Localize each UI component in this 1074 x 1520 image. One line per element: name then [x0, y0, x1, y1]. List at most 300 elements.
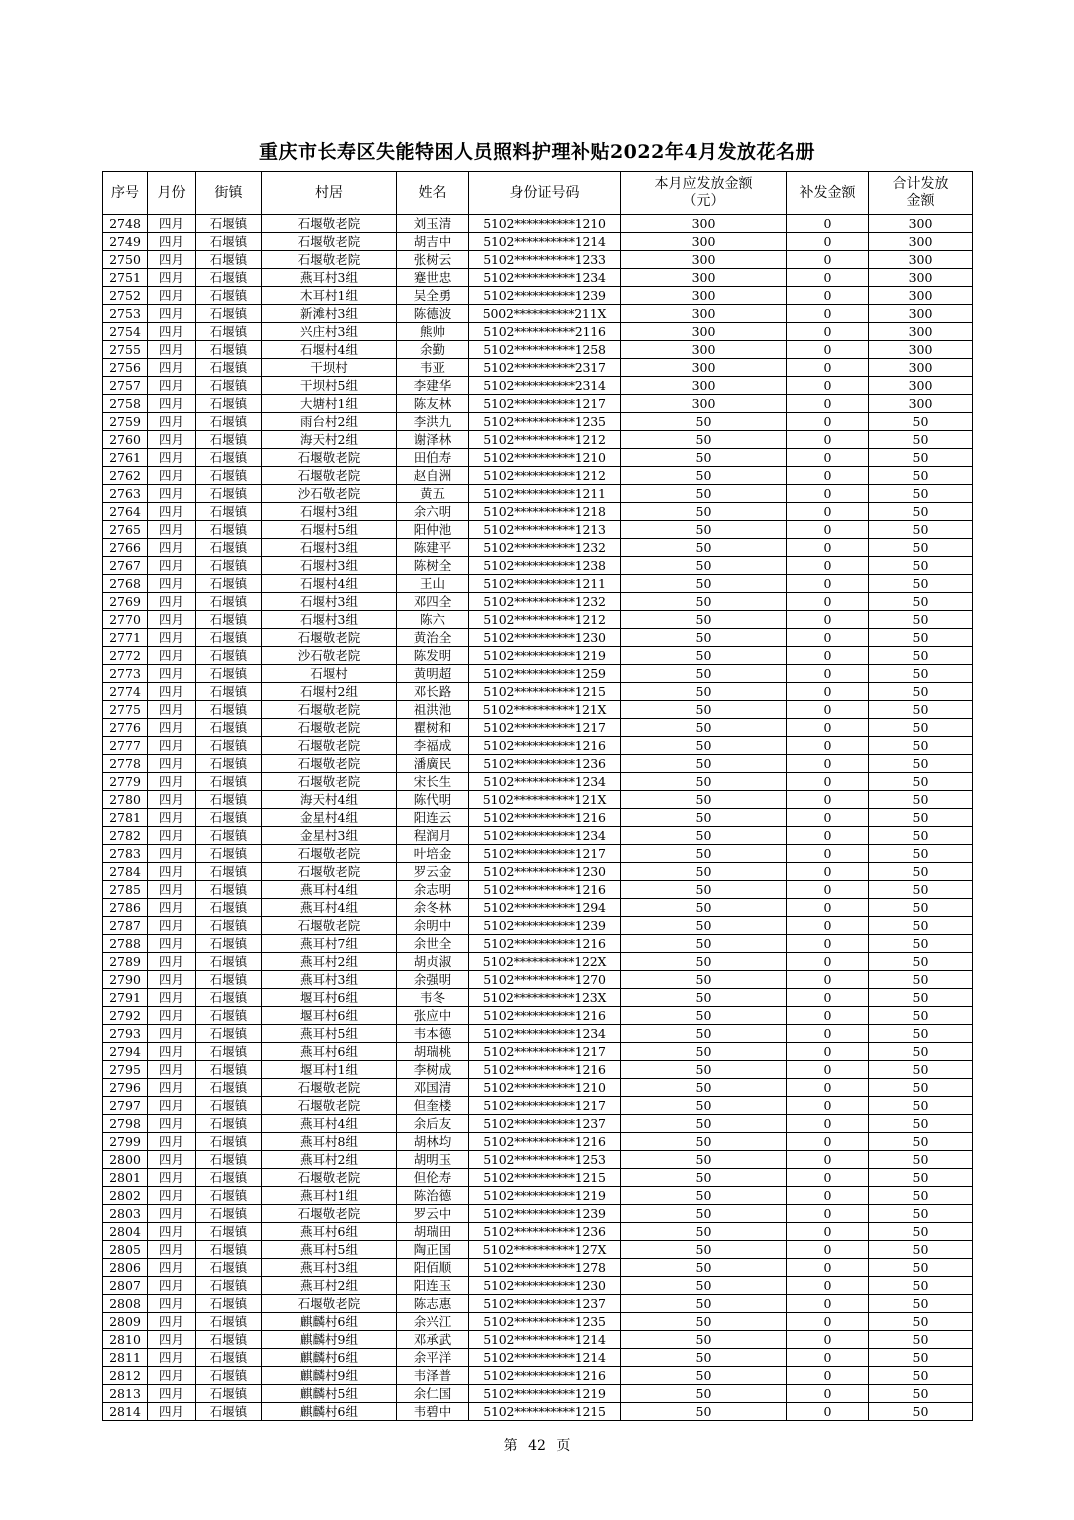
cell-name: 瞿树和: [397, 719, 469, 737]
table-row: [103, 251, 973, 269]
cell-seq: 2813: [103, 1385, 148, 1403]
cell-month: 四月: [148, 575, 196, 593]
cell-supplement: 0: [787, 791, 869, 809]
cell-name: 余世全: [397, 935, 469, 953]
cell-month: 四月: [148, 1331, 196, 1349]
cell-due-amount: 50: [621, 593, 787, 611]
cell-due-amount: 50: [621, 701, 787, 719]
cell-month: 四月: [148, 953, 196, 971]
cell-town: 石堰镇: [196, 575, 262, 593]
cell-town: 石堰镇: [196, 1115, 262, 1133]
cell-due-amount: 50: [621, 1295, 787, 1313]
cell-name: 余明中: [397, 917, 469, 935]
cell-supplement: 0: [787, 1223, 869, 1241]
cell-id: 5002**********211X: [469, 305, 621, 323]
cell-village: 堰耳村6组: [262, 1007, 397, 1025]
table-row: [103, 1223, 973, 1241]
table-row: [103, 467, 973, 485]
cell-month: 四月: [148, 845, 196, 863]
cell-name: 李建华: [397, 377, 469, 395]
cell-village: 麒麟村9组: [262, 1367, 397, 1385]
cell-seq: 2791: [103, 989, 148, 1007]
cell-id: 5102**********1216: [469, 1007, 621, 1025]
table-row: [103, 1385, 973, 1403]
table-row: [103, 521, 973, 539]
table-row: [103, 665, 973, 683]
cell-village: 麒麟村6组: [262, 1349, 397, 1367]
cell-total: 50: [869, 413, 973, 431]
cell-town: 石堰镇: [196, 449, 262, 467]
cell-month: 四月: [148, 521, 196, 539]
cell-town: 石堰镇: [196, 413, 262, 431]
cell-month: 四月: [148, 1205, 196, 1223]
cell-village: 石堰村2组: [262, 683, 397, 701]
cell-name: 胡瑞田: [397, 1223, 469, 1241]
cell-supplement: 0: [787, 1115, 869, 1133]
cell-total: 50: [869, 431, 973, 449]
cell-id: 5102**********1210: [469, 1079, 621, 1097]
cell-supplement: 0: [787, 755, 869, 773]
cell-village: 石堰敬老院: [262, 773, 397, 791]
cell-name: 阳连云: [397, 809, 469, 827]
table-row: [103, 1367, 973, 1385]
header-total-line2: 金额: [906, 193, 935, 209]
cell-supplement: 0: [787, 1313, 869, 1331]
cell-supplement: 0: [787, 251, 869, 269]
cell-village: 燕耳村2组: [262, 1151, 397, 1169]
cell-town: 石堰镇: [196, 629, 262, 647]
cell-month: 四月: [148, 1313, 196, 1331]
cell-village: 金星村3组: [262, 827, 397, 845]
cell-due-amount: 50: [621, 899, 787, 917]
cell-seq: 2763: [103, 485, 148, 503]
cell-id: 5102**********1232: [469, 539, 621, 557]
cell-village: 干坝村: [262, 359, 397, 377]
cell-supplement: 0: [787, 971, 869, 989]
cell-supplement: 0: [787, 1025, 869, 1043]
cell-village: 石堰敬老院: [262, 701, 397, 719]
cell-total: 50: [869, 1205, 973, 1223]
cell-due-amount: 300: [621, 269, 787, 287]
cell-seq: 2783: [103, 845, 148, 863]
cell-id: 5102**********1216: [469, 1367, 621, 1385]
cell-id: 5102**********1218: [469, 503, 621, 521]
cell-id: 5102**********1230: [469, 1277, 621, 1295]
cell-village: 雨台村2组: [262, 413, 397, 431]
table-row: [103, 1259, 973, 1277]
cell-month: 四月: [148, 791, 196, 809]
cell-supplement: 0: [787, 215, 869, 233]
cell-id: 5102**********1217: [469, 719, 621, 737]
cell-month: 四月: [148, 1259, 196, 1277]
cell-supplement: 0: [787, 1259, 869, 1277]
cell-seq: 2797: [103, 1097, 148, 1115]
cell-due-amount: 50: [621, 755, 787, 773]
cell-due-amount: 50: [621, 539, 787, 557]
table-header: [103, 172, 973, 215]
table-row: [103, 1205, 973, 1223]
cell-name: 李福成: [397, 737, 469, 755]
cell-month: 四月: [148, 629, 196, 647]
cell-town: 石堰镇: [196, 719, 262, 737]
cell-due-amount: 300: [621, 215, 787, 233]
cell-name: 阳佰顺: [397, 1259, 469, 1277]
cell-id: 5102**********1211: [469, 485, 621, 503]
cell-supplement: 0: [787, 449, 869, 467]
cell-month: 四月: [148, 467, 196, 485]
cell-supplement: 0: [787, 431, 869, 449]
cell-supplement: 0: [787, 683, 869, 701]
cell-total: 50: [869, 593, 973, 611]
table-row: [103, 701, 973, 719]
cell-seq: 2765: [103, 521, 148, 539]
cell-id: 5102**********1234: [469, 827, 621, 845]
cell-supplement: 0: [787, 773, 869, 791]
cell-village: 燕耳村2组: [262, 1277, 397, 1295]
table-row: [103, 953, 973, 971]
cell-total: 50: [869, 845, 973, 863]
cell-seq: 2786: [103, 899, 148, 917]
cell-name: 胡明玉: [397, 1151, 469, 1169]
cell-village: 石堰敬老院: [262, 1205, 397, 1223]
cell-seq: 2754: [103, 323, 148, 341]
cell-total: 50: [869, 989, 973, 1007]
cell-village: 新滩村3组: [262, 305, 397, 323]
table-row: [103, 413, 973, 431]
cell-supplement: 0: [787, 1367, 869, 1385]
cell-seq: 2795: [103, 1061, 148, 1079]
cell-name: 刘玉清: [397, 215, 469, 233]
cell-id: 5102**********1214: [469, 1349, 621, 1367]
header-village: 村居: [262, 172, 397, 215]
cell-seq: 2773: [103, 665, 148, 683]
cell-id: 5102**********1278: [469, 1259, 621, 1277]
cell-month: 四月: [148, 701, 196, 719]
cell-seq: 2778: [103, 755, 148, 773]
cell-due-amount: 50: [621, 467, 787, 485]
cell-village: 燕耳村5组: [262, 1025, 397, 1043]
header-due-amount: [621, 172, 787, 215]
cell-town: 石堰镇: [196, 1259, 262, 1277]
cell-town: 石堰镇: [196, 1097, 262, 1115]
cell-name: 蹇世忠: [397, 269, 469, 287]
cell-seq: 2762: [103, 467, 148, 485]
cell-town: 石堰镇: [196, 503, 262, 521]
cell-village: 石堰敬老院: [262, 917, 397, 935]
cell-id: 5102**********1212: [469, 467, 621, 485]
table-row: [103, 1277, 973, 1295]
cell-id: 5102**********1237: [469, 1295, 621, 1313]
cell-id: 5102**********1238: [469, 557, 621, 575]
cell-id: 5102**********1217: [469, 1043, 621, 1061]
cell-total: 50: [869, 917, 973, 935]
table-row: [103, 1331, 973, 1349]
cell-village: 石堰村5组: [262, 521, 397, 539]
cell-total: 50: [869, 1313, 973, 1331]
cell-month: 四月: [148, 1043, 196, 1061]
cell-village: 麒麟村6组: [262, 1403, 397, 1421]
cell-total: 50: [869, 791, 973, 809]
cell-month: 四月: [148, 899, 196, 917]
cell-town: 石堰镇: [196, 881, 262, 899]
cell-name: 但伦寿: [397, 1169, 469, 1187]
cell-village: 石堰敬老院: [262, 719, 397, 737]
cell-supplement: 0: [787, 395, 869, 413]
cell-id: 5102**********1217: [469, 845, 621, 863]
cell-due-amount: 50: [621, 1007, 787, 1025]
cell-name: 阳仲池: [397, 521, 469, 539]
cell-due-amount: 50: [621, 935, 787, 953]
cell-town: 石堰镇: [196, 935, 262, 953]
cell-supplement: 0: [787, 593, 869, 611]
cell-seq: 2771: [103, 629, 148, 647]
cell-supplement: 0: [787, 485, 869, 503]
cell-total: 50: [869, 467, 973, 485]
cell-town: 石堰镇: [196, 485, 262, 503]
cell-due-amount: 50: [621, 665, 787, 683]
cell-village: 燕耳村1组: [262, 1187, 397, 1205]
cell-supplement: 0: [787, 1295, 869, 1313]
cell-supplement: 0: [787, 1007, 869, 1025]
cell-name: 陈建平: [397, 539, 469, 557]
cell-month: 四月: [148, 305, 196, 323]
table-row: [103, 827, 973, 845]
cell-total: 50: [869, 683, 973, 701]
cell-due-amount: 300: [621, 359, 787, 377]
cell-total: 50: [869, 647, 973, 665]
cell-village: 海天村2组: [262, 431, 397, 449]
cell-total: 50: [869, 485, 973, 503]
cell-total: 50: [869, 503, 973, 521]
cell-month: 四月: [148, 809, 196, 827]
cell-name: 陈治德: [397, 1187, 469, 1205]
cell-due-amount: 50: [621, 1277, 787, 1295]
cell-id: 5102**********1212: [469, 431, 621, 449]
cell-total: 50: [869, 863, 973, 881]
table-row: [103, 359, 973, 377]
cell-id: 5102**********1211: [469, 575, 621, 593]
cell-village: 燕耳村6组: [262, 1043, 397, 1061]
table-row: [103, 1295, 973, 1313]
cell-total: 50: [869, 1133, 973, 1151]
cell-total: 300: [869, 269, 973, 287]
cell-village: 麒麟村9组: [262, 1331, 397, 1349]
cell-due-amount: 50: [621, 719, 787, 737]
table-row: [103, 341, 973, 359]
cell-id: 5102**********1239: [469, 1205, 621, 1223]
cell-supplement: 0: [787, 1349, 869, 1367]
cell-id: 5102**********1214: [469, 1331, 621, 1349]
cell-village: 石堰村3组: [262, 611, 397, 629]
cell-supplement: 0: [787, 917, 869, 935]
cell-seq: 2801: [103, 1169, 148, 1187]
cell-town: 石堰镇: [196, 701, 262, 719]
table-row: [103, 269, 973, 287]
cell-total: 50: [869, 899, 973, 917]
cell-due-amount: 50: [621, 413, 787, 431]
cell-total: 50: [869, 809, 973, 827]
cell-total: 50: [869, 953, 973, 971]
cell-name: 陶正国: [397, 1241, 469, 1259]
cell-village: 燕耳村6组: [262, 1223, 397, 1241]
cell-month: 四月: [148, 1133, 196, 1151]
cell-town: 石堰镇: [196, 1313, 262, 1331]
cell-total: 50: [869, 1277, 973, 1295]
cell-town: 石堰镇: [196, 1385, 262, 1403]
cell-village: 燕耳村2组: [262, 953, 397, 971]
cell-supplement: 0: [787, 863, 869, 881]
cell-name: 韦碧中: [397, 1403, 469, 1421]
cell-supplement: 0: [787, 845, 869, 863]
cell-supplement: 0: [787, 701, 869, 719]
cell-seq: 2803: [103, 1205, 148, 1223]
cell-month: 四月: [148, 593, 196, 611]
table-row: [103, 629, 973, 647]
cell-name: 吴全勇: [397, 287, 469, 305]
cell-id: 5102**********1217: [469, 1097, 621, 1115]
table-row: [103, 881, 973, 899]
cell-due-amount: 50: [621, 791, 787, 809]
cell-total: 300: [869, 377, 973, 395]
header-due-line2: （元）: [682, 193, 725, 209]
cell-village: 石堰敬老院: [262, 1295, 397, 1313]
cell-seq: 2779: [103, 773, 148, 791]
cell-month: 四月: [148, 1367, 196, 1385]
cell-village: 石堰村4组: [262, 341, 397, 359]
cell-due-amount: 50: [621, 1115, 787, 1133]
cell-seq: 2811: [103, 1349, 148, 1367]
cell-supplement: 0: [787, 1151, 869, 1169]
header-due-line1: 本月应发放金额: [654, 176, 753, 192]
cell-supplement: 0: [787, 323, 869, 341]
cell-town: 石堰镇: [196, 1133, 262, 1151]
cell-due-amount: 50: [621, 449, 787, 467]
cell-total: 50: [869, 1169, 973, 1187]
cell-village: 燕耳村8组: [262, 1133, 397, 1151]
cell-village: 石堰敬老院: [262, 737, 397, 755]
cell-id: 5102**********2317: [469, 359, 621, 377]
cell-town: 石堰镇: [196, 1151, 262, 1169]
cell-due-amount: 50: [621, 431, 787, 449]
cell-month: 四月: [148, 773, 196, 791]
cell-month: 四月: [148, 1061, 196, 1079]
cell-town: 石堰镇: [196, 359, 262, 377]
cell-id: 5102**********1219: [469, 647, 621, 665]
cell-due-amount: 50: [621, 1061, 787, 1079]
cell-id: 5102**********1215: [469, 1169, 621, 1187]
cell-town: 石堰镇: [196, 233, 262, 251]
cell-total: 50: [869, 1061, 973, 1079]
cell-month: 四月: [148, 485, 196, 503]
cell-town: 石堰镇: [196, 737, 262, 755]
cell-id: 5102**********1210: [469, 449, 621, 467]
cell-town: 石堰镇: [196, 611, 262, 629]
cell-id: 5102**********1235: [469, 1313, 621, 1331]
cell-village: 干坝村5组: [262, 377, 397, 395]
cell-supplement: 0: [787, 1277, 869, 1295]
cell-supplement: 0: [787, 269, 869, 287]
cell-id: 5102**********1234: [469, 1025, 621, 1043]
cell-id: 5102**********1212: [469, 611, 621, 629]
cell-due-amount: 300: [621, 395, 787, 413]
cell-seq: 2787: [103, 917, 148, 935]
table-row: [103, 737, 973, 755]
cell-due-amount: 300: [621, 377, 787, 395]
cell-total: 50: [869, 701, 973, 719]
table-row: [103, 791, 973, 809]
cell-id: 5102**********1236: [469, 755, 621, 773]
cell-due-amount: 50: [621, 629, 787, 647]
cell-town: 石堰镇: [196, 1043, 262, 1061]
cell-seq: 2799: [103, 1133, 148, 1151]
cell-total: 50: [869, 755, 973, 773]
cell-total: 50: [869, 881, 973, 899]
cell-name: 邓国清: [397, 1079, 469, 1097]
cell-total: 50: [869, 935, 973, 953]
table-row: [103, 755, 973, 773]
cell-name: 罗云中: [397, 1205, 469, 1223]
cell-seq: 2759: [103, 413, 148, 431]
cell-due-amount: 50: [621, 827, 787, 845]
cell-seq: 2752: [103, 287, 148, 305]
cell-town: 石堰镇: [196, 305, 262, 323]
cell-seq: 2769: [103, 593, 148, 611]
header-id: 身份证号码: [469, 172, 621, 215]
cell-id: 5102**********121X: [469, 701, 621, 719]
cell-due-amount: 50: [621, 1025, 787, 1043]
cell-village: 石堰敬老院: [262, 863, 397, 881]
cell-supplement: 0: [787, 233, 869, 251]
cell-name: 邓四全: [397, 593, 469, 611]
cell-total: 50: [869, 1079, 973, 1097]
cell-id: 5102**********1217: [469, 395, 621, 413]
cell-due-amount: 50: [621, 953, 787, 971]
cell-supplement: 0: [787, 1205, 869, 1223]
cell-month: 四月: [148, 1169, 196, 1187]
cell-id: 5102**********1219: [469, 1187, 621, 1205]
cell-town: 石堰镇: [196, 557, 262, 575]
cell-id: 5102**********1239: [469, 917, 621, 935]
cell-town: 石堰镇: [196, 521, 262, 539]
table-row: [103, 1115, 973, 1133]
cell-month: 四月: [148, 737, 196, 755]
cell-village: 石堰村3组: [262, 503, 397, 521]
cell-month: 四月: [148, 1223, 196, 1241]
cell-month: 四月: [148, 557, 196, 575]
cell-id: 5102**********1215: [469, 1403, 621, 1421]
cell-name: 潘廣民: [397, 755, 469, 773]
cell-due-amount: 300: [621, 341, 787, 359]
cell-month: 四月: [148, 989, 196, 1007]
roster-table: [102, 171, 973, 1421]
cell-supplement: 0: [787, 1385, 869, 1403]
header-name: 姓名: [397, 172, 469, 215]
table-row: [103, 215, 973, 233]
cell-due-amount: 50: [621, 917, 787, 935]
cell-village: 燕耳村4组: [262, 899, 397, 917]
cell-month: 四月: [148, 449, 196, 467]
cell-seq: 2788: [103, 935, 148, 953]
cell-town: 石堰镇: [196, 287, 262, 305]
cell-seq: 2805: [103, 1241, 148, 1259]
cell-village: 大塘村1组: [262, 395, 397, 413]
cell-town: 石堰镇: [196, 1061, 262, 1079]
cell-seq: 2794: [103, 1043, 148, 1061]
cell-due-amount: 300: [621, 287, 787, 305]
table-row: [103, 449, 973, 467]
cell-town: 石堰镇: [196, 917, 262, 935]
cell-month: 四月: [148, 251, 196, 269]
